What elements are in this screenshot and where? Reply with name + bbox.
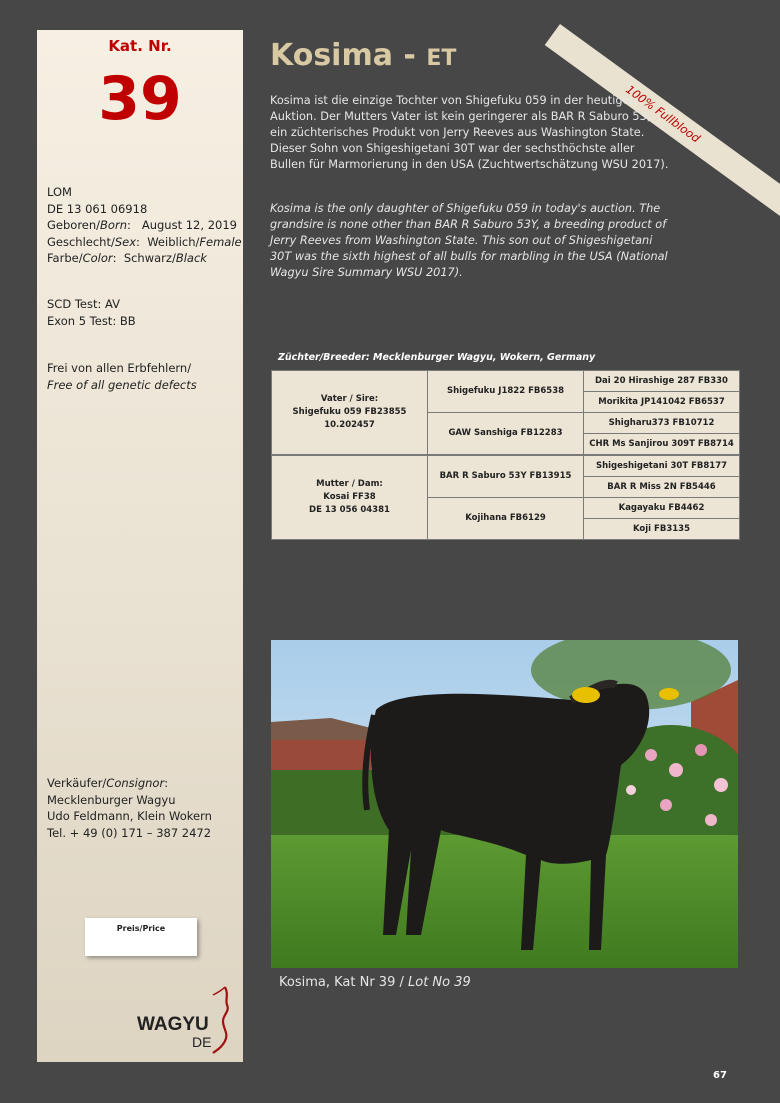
pedigree-gen3: Shigharu373 FB10712 [583,412,740,434]
color-row: Farbe/Color: Schwarz/Black [47,251,207,265]
test-results [47,296,136,329]
pedigree-gen3: Shigeshigetani 30T FB8177 [583,455,740,477]
animal-photo [271,640,738,968]
description-de: Kosima ist die einzige Tochter von Shigefuku 059 in der heutigen Auktion. Der Mutters Vater ist kein geringerer als BAR R Saburo 53, ein züchterisches Produkt von Jerry Reeves aus Washington State. Dieser Sohn von Shigeshigetani 30T war der sechsthöchste aller Bullen für Marmorierung in den USA (Zuchtwertschätzung WSU 2017). [270,94,669,171]
breeder-line: Züchter/Breeder: Mecklenburger Wagyu, Wokern, Germany [278,352,596,363]
pedigree-gen2: Kojihana FB6129 [427,497,584,540]
logo-sub: DE [192,1034,212,1050]
photo-caption: Kosima, Kat Nr 39 / Lot No 39 [279,975,471,990]
ribbon-text: 100% Fullblood [623,82,703,146]
sex-row: Geschlecht/Sex: Weiblich/Female [47,234,242,249]
price-box [85,918,197,956]
pedigree-gen3: Morikita JP141042 FB6537 [583,391,740,413]
pedigree-gen3: Koji FB3135 [583,518,740,540]
sidebar [37,30,243,1062]
price-label: Preis/Price [116,924,166,933]
defects-de: Frei von allen Erbfehlern/ [47,361,192,375]
consignor-person: Udo Feldmann, Klein Wokern [47,809,212,823]
pedigree-gen3: CHR Ms Sanjirou 309T FB8714 [583,433,740,455]
scd-test: SCD Test: AV [47,297,121,311]
exon-test: Exon 5 Test: BB [47,313,136,328]
logo-text: WAGYU [137,1014,209,1035]
page-number: 67 [713,1070,727,1081]
pedigree-gen3: Kagayaku FB4462 [583,497,740,519]
lom-label: LOM [47,185,72,199]
page-title: Kosima - ET [270,38,457,73]
pedigree-gen2: BAR R Saburo 53Y FB13915 [427,455,584,498]
consignor-info [47,775,212,841]
defects-en: Free of all genetic defects [47,377,197,392]
description-en: Kosima is the only daughter of Shigefuku 059 in today's auction. The grandsire is none other than BAR R Saburo 53Y, a breeding product of Jerry Reeves from Washington State. This son out of Shigeshigetani 30T was the sixth highest of all bulls for marbling in the USA (National Wagyu Sire Summary WSU 2017). [270,202,668,279]
animal-id: DE 13 061 06918 [47,201,148,216]
born-row: Geboren/Born: August 12, 2019 [47,218,237,232]
animal-details [47,184,242,267]
pedigree-dam: Mutter / Dam: Kosai FF38 DE 13 056 04381 [271,455,428,540]
pedigree-sire: Vater / Sire: Shigefuku 059 FB23855 10.202457 [271,370,428,455]
pedigree-gen2: GAW Sanshiga FB12283 [427,412,584,455]
pedigree-table [271,370,740,540]
consignor-label: Verkäufer/Consignor: [47,776,169,790]
genetic-defects [47,360,197,393]
pedigree-gen2: Shigefuku J1822 FB6538 [427,370,584,413]
consignor-name: Mecklenburger Wagyu [47,792,176,807]
kat-number: 39 [98,64,182,134]
consignor-phone: Tel. + 49 (0) 171 – 387 2472 [47,825,212,840]
pedigree-gen3: BAR R Miss 2N FB5446 [583,476,740,498]
kat-label: Kat. Nr. [108,37,172,55]
wagyu-de-logo [137,985,237,1055]
pedigree-gen3: Dai 20 Hirashige 287 FB330 [583,370,740,392]
